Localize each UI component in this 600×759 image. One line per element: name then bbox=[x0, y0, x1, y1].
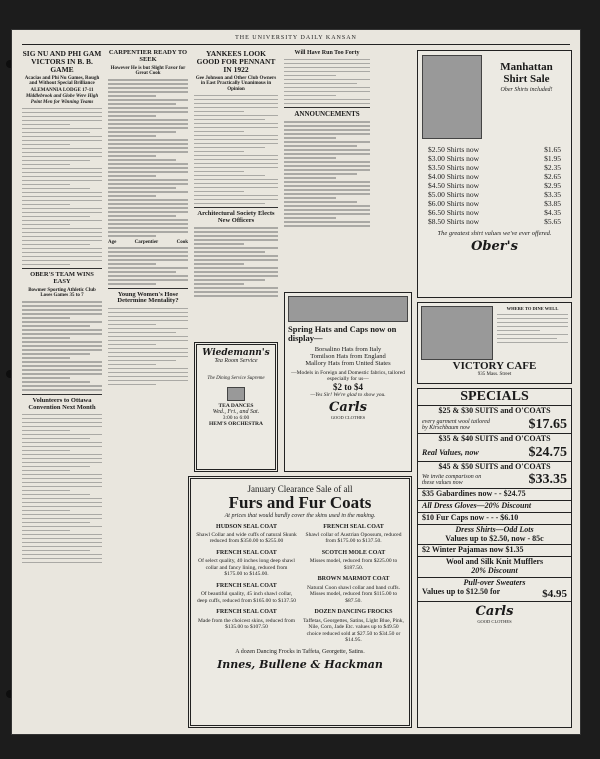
fur-item-desc: Taffetas, Georgettes, Satins, Light Blue, Pink, Nile, Corn, Jade Etc. values up to $49.50 choice reduced sold at $27.50 to $34.50 or $14.95. bbox=[303, 617, 404, 644]
price-list bbox=[422, 145, 567, 226]
price-row bbox=[422, 163, 567, 172]
price-from: $6.50 Shirts now bbox=[428, 208, 480, 217]
price-row bbox=[422, 190, 567, 199]
manhattan-footer: The greatest shirt values we've ever offered. bbox=[437, 230, 552, 237]
special-price-495: $4.95 bbox=[542, 587, 567, 600]
cafe-address: 935 Mass. Street bbox=[477, 372, 512, 377]
price-from: $4.00 Shirts now bbox=[428, 172, 480, 181]
special-price-3335: $33.35 bbox=[528, 472, 567, 488]
hats-price: $2 to $4 bbox=[333, 381, 363, 392]
cafe-body bbox=[497, 314, 568, 344]
price-from: $6.00 Shirts now bbox=[428, 199, 480, 208]
fur-items-left bbox=[196, 524, 297, 649]
fur-item-desc: Of select quality, 40 inches long deep shawl collar and fancy lining, reduced from $175.00 to $145.00. bbox=[198, 558, 295, 578]
price-from: $4.50 Shirts now bbox=[428, 181, 480, 190]
fur-item-name: DOZEN DANCING FROCKS bbox=[314, 609, 393, 616]
headline-run-forty: Will Have Run Too Forty bbox=[294, 50, 360, 56]
fur-item-name: HUDSON SEAL COAT bbox=[216, 523, 277, 530]
fur-item-desc: Of beautiful quality, 45 inch shawl collar, deep cuffs, reduced from $165.00 to $137.50 bbox=[196, 591, 297, 604]
specials-title: SPECIALS bbox=[460, 389, 529, 404]
article-body bbox=[108, 79, 188, 237]
price-row bbox=[422, 172, 567, 181]
price-from: $3.00 Shirts now bbox=[428, 154, 480, 163]
fur-item-desc: Shawl Collar and wide cuffs of natural Skunk reduced from $350.00 to $255.00 bbox=[196, 531, 297, 545]
carls-logo-sub: GOOD CLOTHES bbox=[330, 414, 366, 420]
wiedemann-body: The Dining Service Supreme bbox=[207, 376, 265, 381]
hat-illustration-icon bbox=[288, 296, 408, 322]
diners-illustration-icon bbox=[421, 306, 493, 360]
special-fur-caps: $10 Fur Caps now - - - $6.10 bbox=[418, 512, 571, 524]
article-body bbox=[22, 108, 102, 266]
fur-item bbox=[303, 576, 404, 604]
headline-sig-nu: SIG NU AND PHI GAM VICTORS IN B. B. GAME bbox=[22, 49, 102, 74]
headline-carpentier: CARPENTIER READY TO SEEK bbox=[108, 49, 188, 63]
special-comparison: We invite comparison on these values now bbox=[422, 474, 482, 487]
stats-table-header bbox=[108, 240, 188, 245]
hats-models: —Models in Foreign and Domestic fabrics, tailored especially for us— bbox=[291, 369, 405, 382]
fur-item bbox=[303, 550, 404, 571]
price-row bbox=[422, 208, 567, 217]
masthead: THE UNIVERSITY DAILY KANSAN bbox=[22, 32, 570, 45]
manhattan-shirt-sale-ad bbox=[417, 50, 572, 298]
hats-line-us: Mallory Hats from United States bbox=[305, 359, 391, 367]
price-to: $5.65 bbox=[544, 217, 561, 226]
article-body bbox=[284, 121, 370, 227]
headline-yankees: YANKEES LOOK GOOD FOR PENNANT IN 1922 bbox=[196, 49, 276, 74]
furs-banner: January Clearance Sale of all bbox=[247, 484, 353, 494]
special-gloves: All Dress Gloves—20% Discount bbox=[418, 500, 571, 512]
fur-item bbox=[196, 583, 297, 604]
price-row bbox=[422, 154, 567, 163]
stats-table bbox=[108, 247, 188, 285]
fur-item bbox=[303, 609, 404, 644]
furs-footer: A dozen Dancing Frocks in Taffeta, Georgette, Satins. bbox=[235, 648, 365, 655]
manhattan-title: Manhattan bbox=[500, 61, 553, 73]
price-to: $1.65 bbox=[544, 145, 561, 154]
wiedemann-title: Wiedemann's bbox=[202, 348, 270, 358]
cafe-name: VICTORY CAFE bbox=[452, 360, 537, 372]
fur-item-desc: Natural Coon shawl collar and band cuffs. Misses model, reduced from $115.00 to $87.50. bbox=[307, 584, 400, 604]
furs-title: Furs and Fur Coats bbox=[228, 493, 372, 512]
fur-item-name: FRENCH SEAL COAT bbox=[216, 609, 277, 616]
price-from: $3.50 Shirts now bbox=[428, 163, 480, 172]
fur-item bbox=[303, 524, 404, 545]
fur-items-right bbox=[303, 524, 404, 649]
price-to: $4.35 bbox=[544, 208, 561, 217]
specials-ad bbox=[417, 388, 572, 728]
subhead-yankees: Gee Johnson and Other Club Owners in East Practically Unanimous in Opinion bbox=[195, 75, 277, 92]
carls-logo-sub: GOOD CLOTHES bbox=[477, 618, 512, 624]
article-body bbox=[22, 301, 102, 391]
manhattan-title2: Shirt Sale bbox=[503, 73, 550, 85]
subhead-acacias: Acacias and Phi Nu Games, Rough and Without Special Brilliance bbox=[24, 75, 100, 87]
wiedemann-subtitle: Tea Room Service bbox=[214, 358, 258, 364]
wiedemann-ad bbox=[194, 342, 278, 472]
shirt-illustration-icon bbox=[422, 55, 482, 139]
manhattan-tagline: Ober Shirts included! bbox=[500, 87, 553, 93]
article-body bbox=[22, 414, 102, 564]
hats-note: —Yes Sir! We're glad to show you. bbox=[310, 391, 386, 398]
article-body bbox=[284, 59, 370, 105]
special-real-values: Real Values, now bbox=[422, 448, 479, 458]
article-body bbox=[194, 227, 278, 297]
special-suits-35: $35 & $40 SUITS and O'COATS bbox=[418, 433, 571, 445]
special-sweaters-values: Values up to $12.50 for bbox=[422, 586, 501, 596]
price-to: $1.95 bbox=[544, 154, 561, 163]
fur-item-name: FRENCH SEAL COAT bbox=[323, 523, 384, 530]
fur-item-desc: Shawl collar of Austrian Opossum, reduced from $175.00 to $137.50. bbox=[305, 531, 402, 545]
article-body bbox=[194, 95, 278, 205]
headline-young-women: Young Women's Hose Determine Mentality? bbox=[117, 290, 179, 305]
tea-times: 3:00 to 6:00 bbox=[222, 415, 250, 421]
fur-item bbox=[196, 550, 297, 578]
price-row bbox=[422, 145, 567, 154]
special-mufflers: Wool and Silk Knit Mufflers bbox=[445, 557, 544, 567]
hats-line-italy: Borsalino Hats from Italy bbox=[314, 345, 382, 353]
fur-item-name: SCOTCH MOLE COAT bbox=[321, 550, 386, 557]
fur-item bbox=[196, 609, 297, 630]
price-row bbox=[422, 217, 567, 226]
article-body bbox=[108, 308, 188, 386]
tea-dances: TEA DANCES bbox=[218, 403, 254, 409]
fur-item bbox=[196, 524, 297, 545]
teacup-icon bbox=[227, 387, 245, 401]
price-from: $2.50 Shirts now bbox=[428, 145, 480, 154]
hats-line-england: Tomilson Hats from England bbox=[310, 352, 386, 360]
fur-item-name: BROWN MARMOT COAT bbox=[317, 576, 390, 583]
headline-obers-team: OBER'S TEAM WINS EASY bbox=[30, 271, 94, 285]
special-mufflers-discount: 20% Discount bbox=[471, 565, 518, 575]
orchestra: HEM'S ORCHESTRA bbox=[209, 421, 263, 427]
cafe-head: WHERE TO DINE WELL bbox=[506, 306, 559, 311]
furs-ad bbox=[188, 476, 412, 728]
table-header-cell: Age bbox=[108, 239, 117, 245]
special-price-1765: $17.65 bbox=[528, 416, 567, 432]
hats-title: Spring Hats and Caps now on display— bbox=[288, 324, 397, 343]
special-gabardines: $35 Gabardines now - - $24.75 bbox=[418, 488, 571, 500]
table-header-cell: Carpentier bbox=[134, 239, 159, 245]
table-header-cell: Cook bbox=[176, 239, 188, 245]
price-from: $5.00 Shirts now bbox=[428, 190, 480, 199]
tea-days: Wed., Fri., and Sat. bbox=[212, 409, 260, 415]
subhead-alemannia: ALEMANNIA LODGE 17-11 bbox=[30, 87, 94, 93]
subhead-middlebrook: Middlebrook and Globe Were High Point Men for Winning Teams bbox=[25, 94, 99, 105]
headline-announcements: ANNOUNCEMENTS bbox=[294, 110, 360, 119]
carls-logo: Carls bbox=[475, 603, 514, 619]
price-from: $8.50 Shirts now bbox=[428, 217, 480, 226]
fur-item-name: FRENCH SEAL COAT bbox=[216, 550, 277, 557]
furs-sub: At prices that would hardly cover the skins used in the making. bbox=[224, 512, 376, 519]
fur-item-desc: Made from the choicest skins, reduced from $135.00 to $107.50 bbox=[198, 617, 295, 631]
furs-signature: Innes, Bullene & Hackman bbox=[217, 657, 383, 671]
price-to: $2.65 bbox=[544, 172, 561, 181]
price-to: $2.95 bbox=[544, 181, 561, 190]
special-dress-shirts: Dress Shirts—Odd Lots bbox=[455, 524, 534, 534]
special-pajamas: $2 Winter Pajamas now $1.35 bbox=[418, 544, 571, 556]
victory-cafe-ad bbox=[417, 302, 572, 384]
obers-logo: Ober's bbox=[471, 239, 518, 254]
column-yankees bbox=[194, 48, 278, 338]
special-dress-shirts-values: Values up to $2.50, now - 85c bbox=[445, 533, 544, 543]
special-kirschbaum: every garment wool tailored by Kirschbaum now bbox=[422, 418, 490, 431]
fur-item-name: FRENCH SEAL COAT bbox=[216, 583, 277, 590]
price-to: $2.35 bbox=[544, 163, 561, 172]
price-row bbox=[422, 199, 567, 208]
price-to: $3.35 bbox=[544, 190, 561, 199]
special-suits-45: $45 & $50 SUITS and O'COATS bbox=[418, 461, 571, 473]
special-sweaters: Pull-over Sweaters bbox=[463, 577, 526, 587]
column-announcements bbox=[284, 48, 370, 288]
subhead-bowmer: Bowmer Sporting Athletic Club Loses Games 35 to 7 bbox=[28, 287, 96, 299]
subhead-carpentier: However He is but Slight Favor for Great Cook bbox=[110, 65, 186, 77]
column-carpentier bbox=[108, 48, 188, 468]
special-suits-25: $25 & $30 SUITS and O'COATS bbox=[418, 405, 571, 417]
fur-item-desc: Misses model, reduced from $225.00 to $187.50. bbox=[309, 558, 398, 571]
special-price-2475: $24.75 bbox=[528, 444, 567, 460]
newspaper-page bbox=[12, 30, 580, 734]
headline-volunteers: Volunteers to Ottawa Convention Next Month bbox=[28, 396, 96, 411]
headline-architectural: Architectural Society Elects New Officers bbox=[197, 210, 275, 224]
column-sports bbox=[22, 48, 102, 732]
carls-logo: Carls bbox=[329, 399, 367, 415]
price-to: $3.85 bbox=[544, 199, 561, 208]
spring-hats-ad bbox=[284, 292, 412, 472]
price-row bbox=[422, 181, 567, 190]
